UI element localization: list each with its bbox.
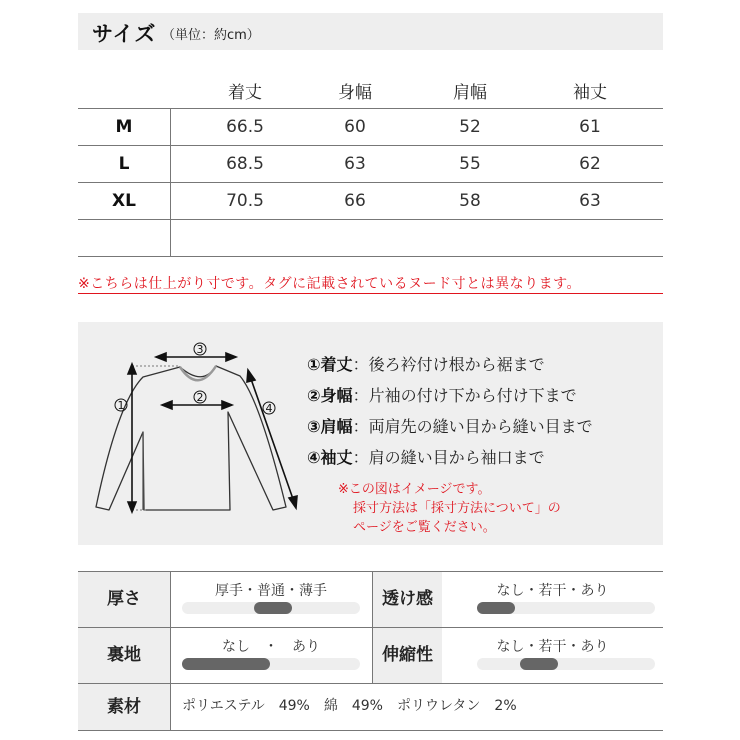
table-cell: 60 <box>344 117 366 137</box>
transparency-scale: なし・若干・あり <box>496 583 609 599</box>
notice-underline <box>78 293 663 294</box>
table-cell: 61 <box>579 117 601 137</box>
legend-item-body-width <box>307 383 577 406</box>
thickness-scale: 厚手・普通・薄手 <box>215 583 327 599</box>
svg-text:4: 4 <box>265 402 273 415</box>
legend-term: 肩幅 <box>320 417 353 436</box>
legend-term: 身幅 <box>320 386 353 405</box>
table-cell: 66.5 <box>226 117 264 137</box>
thickness-indicator <box>182 602 360 614</box>
svg-text:2: 2 <box>196 391 204 404</box>
unit-note: （単位：約cm） <box>162 28 260 43</box>
divider <box>170 108 171 256</box>
table-cell: 68.5 <box>226 154 264 174</box>
legend-description: ：両肩先の縫い目から縫い目まで <box>352 417 593 436</box>
legend-number: ④ <box>307 448 321 467</box>
section-title: サイズ <box>92 22 157 46</box>
indicator-thumb <box>520 658 558 670</box>
legend-description: ：後ろ衿付け根から裾まで <box>352 355 545 374</box>
column-header-body-width: 身幅 <box>338 83 372 103</box>
label-transparency: 透け感 <box>373 572 442 627</box>
lining-indicator <box>182 658 360 670</box>
shirt-diagram-icon <box>88 342 308 532</box>
transparency-indicator <box>477 602 655 614</box>
legend-number: ③ <box>307 417 321 436</box>
label-stretch: 伸縮性 <box>373 628 442 683</box>
table-cell: 52 <box>459 117 481 137</box>
finished-size-notice: ※こちらは仕上がり寸です。タグに記載されているヌード寸とは異なります。 <box>78 276 581 292</box>
divider <box>78 219 663 220</box>
legend-item-sleeve-length <box>307 445 545 468</box>
svg-text:1: 1 <box>117 399 125 412</box>
legend-description: ：肩の縫い目から袖口まで <box>352 448 545 467</box>
table-cell: 63 <box>579 191 601 211</box>
size-header <box>78 13 663 50</box>
image-note-line: ※この図はイメージです。 <box>338 482 491 497</box>
image-note-line: ページをご覧ください。 <box>353 520 496 535</box>
legend-item-length <box>307 352 545 375</box>
size-label: XL <box>112 191 136 211</box>
divider <box>78 145 663 146</box>
table-cell: 55 <box>459 154 481 174</box>
legend-term: 袖丈 <box>320 448 353 467</box>
indicator-thumb <box>477 602 515 614</box>
column-header-sleeve-length: 袖丈 <box>573 83 607 103</box>
svg-text:3: 3 <box>196 343 204 356</box>
table-cell: 66 <box>344 191 366 211</box>
legend-description: ：片袖の付け下から付け下まで <box>352 386 577 405</box>
size-label: M <box>115 117 133 137</box>
legend-item-shoulder-width <box>307 414 593 437</box>
legend-number: ② <box>307 386 321 405</box>
lining-scale: なし ・ あり <box>222 639 320 655</box>
table-cell: 62 <box>579 154 601 174</box>
divider <box>78 256 663 257</box>
stretch-indicator <box>477 658 655 670</box>
legend-number: ① <box>307 355 321 374</box>
table-cell: 70.5 <box>226 191 264 211</box>
divider <box>78 182 663 183</box>
indicator-thumb <box>182 658 270 670</box>
column-header-shoulder-width: 肩幅 <box>453 83 487 103</box>
label-lining: 裏地 <box>78 628 170 683</box>
material-composition: ポリエステル 49% 綿 49% ポリウレタン 2% <box>182 698 517 714</box>
legend-term: 着丈 <box>320 355 353 374</box>
divider <box>78 108 663 109</box>
stretch-scale: なし・若干・あり <box>496 639 609 655</box>
label-material: 素材 <box>78 684 170 730</box>
table-cell: 58 <box>459 191 481 211</box>
label-thickness: 厚さ <box>78 572 170 627</box>
column-header-length: 着丈 <box>228 83 262 103</box>
size-label: L <box>118 154 130 174</box>
divider <box>78 730 663 731</box>
image-note-line: 採寸方法は「採寸方法について」の <box>353 501 561 516</box>
table-cell: 63 <box>344 154 366 174</box>
indicator-thumb <box>254 602 292 614</box>
